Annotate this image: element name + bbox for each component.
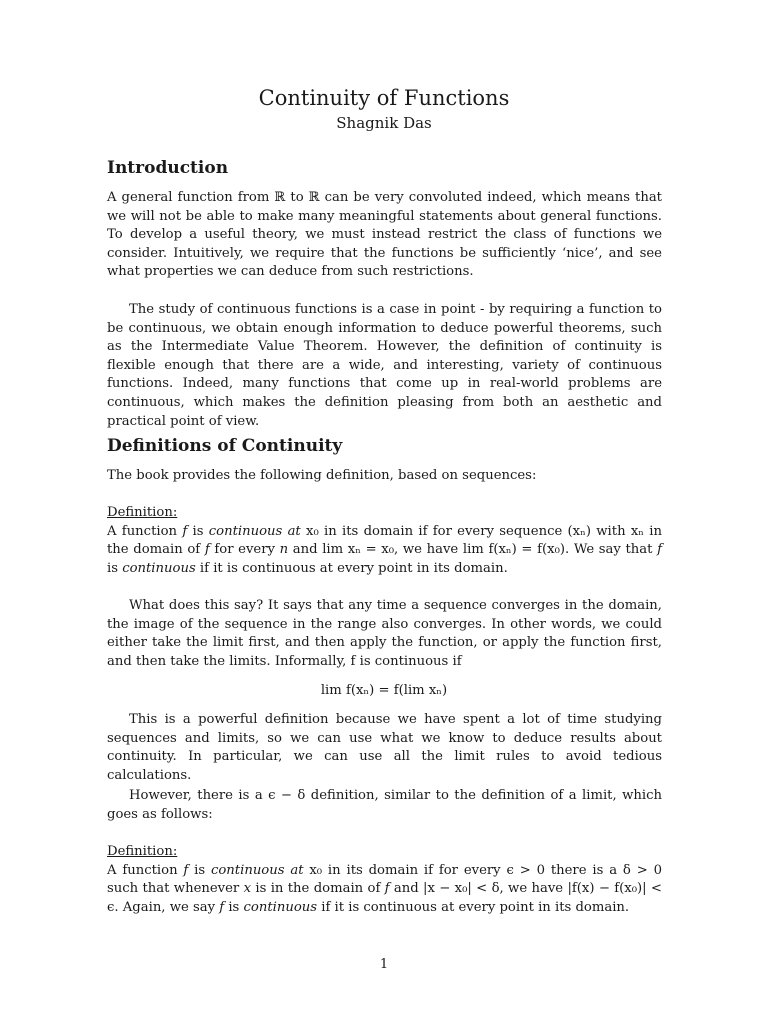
definition-1-var: f <box>182 523 188 539</box>
definition-2-text: if it is continuous at every point in its domain. <box>317 899 630 915</box>
definition-1-text: is <box>107 560 123 576</box>
definition-1-var: f <box>657 542 662 558</box>
definition-2-emphasis: continuous at <box>210 862 304 878</box>
definition-2-text: A function <box>107 862 184 878</box>
explanation-paragraph: What does this say? It says that any time a sequence converges in the domain, the image of the sequence in the range also converges. In other words, we could either take the limit first, and then apply the function, or apply the function first, and then take the limits. Informally, f is continuous if <box>107 598 662 669</box>
definition-2-text: is in the domain of <box>251 881 385 897</box>
definition-2-var: f <box>183 862 189 878</box>
powerful-definition-paragraph: This is a powerful definition because we have spent a lot of time studying sequences and limits, so we can use what we know to deduce results about continuity. In particular, we can use all the limit rules to avoid tedious calculations. <box>107 712 662 783</box>
intro-paragraph-1: A general function from ℝ to ℝ can be very convoluted indeed, which means that we will not be able to make many meaningful statements about general functions. To develop a useful theory, we must instead restrict the class of functions we consider. Intuitively, we require that the functions be sufficiently ‘nice’, and see what properties we can deduce from such restrictions. <box>107 190 662 280</box>
definition-1-text: for every <box>209 542 280 558</box>
definition-2-text: is <box>188 862 211 878</box>
document-author: Shagnik Das <box>336 114 432 132</box>
definition-2-var: f <box>384 881 390 897</box>
definitions-intro-paragraph: The book provides the following definition, based on sequences: <box>107 468 537 483</box>
definition-2-text: and |x − x₀| < δ, we have |f(x) − f(x₀)| < ϵ. Again, we say <box>107 881 662 915</box>
definition-2-emphasis: continuous <box>243 899 318 915</box>
section-heading-introduction: Introduction <box>107 158 229 178</box>
intro-paragraph-2: The study of continuous functions is a case in point - by requiring a function to be continuous, we obtain enough information to deduce powerful theorems, such as the Intermediate Value Theorem. However, the definition of continuity is flexible enough that there are a wide, and interesting, variety of continuous functions. Indeed, many functions that come up in real-world problems are continuous, which makes the definition pleasing from both an aesthetic and practical point of view. <box>107 302 662 429</box>
definition-1-text: and lim xₙ = x₀, we have lim f(xₙ) = f(x₀). We say that <box>288 542 658 558</box>
definition-2-var: f <box>219 899 225 915</box>
definition-1-emphasis: continuous at <box>208 523 301 539</box>
definition-1-label: Definition: <box>107 505 178 520</box>
definition-2 <box>107 843 662 917</box>
definition-2-var: x <box>243 881 252 897</box>
definition-2-text: x₀ in its domain if for every ϵ > 0 there is a δ > 0 such that whenever <box>107 862 662 897</box>
definition-1-emphasis: continuous <box>122 560 196 576</box>
definition-1-var: n <box>279 542 289 558</box>
definition-2-label: Definition: <box>107 844 178 859</box>
section-heading-definitions: Definitions of Continuity <box>107 436 343 456</box>
page-number: 1 <box>379 957 389 972</box>
display-equation: lim f(xₙ) = f(lim xₙ) <box>320 683 448 698</box>
definition-1-var: f <box>204 542 210 558</box>
definition-1 <box>107 504 662 578</box>
definition-1-text: if it is continuous at every point in its domain. <box>195 560 508 576</box>
definition-1-text: x₀ in its domain if for every sequence (xₙ) with xₙ in the domain of <box>107 523 662 558</box>
definition-1-text: is <box>187 523 209 539</box>
epsilon-delta-intro-paragraph: However, there is a ϵ − δ definition, similar to the definition of a limit, which goes as follows: <box>107 788 662 822</box>
definition-1-text: A function <box>107 523 183 539</box>
definition-2-text: is <box>224 899 244 915</box>
document-title: Continuity of Functions <box>258 86 510 110</box>
